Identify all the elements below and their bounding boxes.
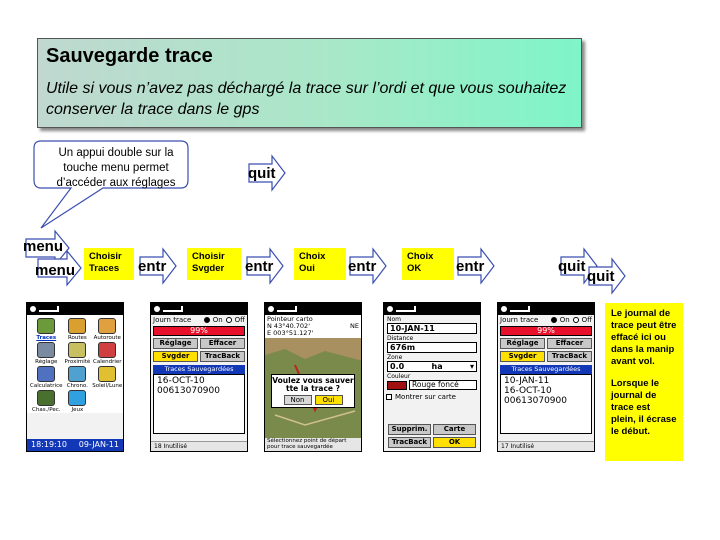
menu-item-proximity[interactable]: [65, 342, 91, 365]
no-button[interactable]: Non: [284, 395, 312, 405]
list-item[interactable]: 00613070900: [504, 396, 567, 406]
ok-button[interactable]: OK: [433, 437, 476, 448]
sun-moon-icon: [98, 366, 116, 382]
quit-arrow-top: [248, 155, 286, 191]
menu-item-settings[interactable]: [30, 342, 63, 365]
menu-item-label: Réglage: [35, 359, 58, 365]
menu-item-tracks[interactable]: [30, 318, 63, 341]
gps-screen-track-log: [150, 302, 248, 452]
color-select[interactable]: [387, 380, 477, 390]
entr-arrow-1-label: entr: [138, 258, 167, 275]
status-bar: [384, 303, 480, 315]
quit-arrow-2-label: quit: [587, 268, 615, 285]
time-date-bar: [27, 439, 123, 451]
gps-status-icon: [268, 306, 274, 312]
entr-arrow-3: [349, 248, 387, 284]
signal-icon: [396, 306, 416, 312]
step-label-traces: Choisir Traces: [84, 248, 134, 280]
save-confirm-dialog: [271, 374, 355, 408]
distance-label: Distance: [387, 335, 414, 342]
entr-arrow-3-label: entr: [348, 258, 377, 275]
gps-screen-track-log-saved: [497, 302, 595, 452]
settings-icon: [37, 342, 55, 358]
coordinate-panel: [265, 315, 361, 338]
entr-arrow-4-label: entr: [456, 258, 485, 275]
area-label: Zone: [387, 354, 403, 361]
save-button[interactable]: Svgder: [153, 351, 198, 362]
checkbox-icon[interactable]: [386, 394, 392, 400]
calculator-icon: [37, 366, 55, 382]
gps-screen-track-details: [383, 302, 481, 452]
quit-arrow-1-label: quit: [558, 258, 586, 275]
signal-icon: [277, 306, 297, 312]
step-label-oui: Choix Oui: [294, 248, 346, 280]
menu-item-games[interactable]: [65, 390, 91, 413]
gps-status-icon: [30, 306, 36, 312]
signal-icon: [39, 306, 59, 312]
menu-item-hunt-fish[interactable]: [30, 390, 63, 413]
date-text: 09-JAN-11: [78, 440, 119, 449]
track-log-header: Journ trace On Off: [153, 316, 245, 324]
menu-item-highway[interactable]: [92, 318, 122, 341]
list-item[interactable]: 00613070900: [157, 386, 220, 396]
list-item[interactable]: 16-OCT-10: [157, 376, 205, 386]
stopwatch-icon: [68, 366, 86, 382]
saved-tracks-header: Traces Sauvegardées: [153, 365, 245, 374]
list-item[interactable]: 10-JAN-11: [504, 376, 550, 386]
saved-tracks-header: Traces Sauvegardées: [500, 365, 592, 374]
gps-status-icon: [154, 306, 160, 312]
track-log-header: Journ trace On Off: [500, 316, 592, 324]
status-bar: [498, 303, 594, 315]
yes-button[interactable]: Oui: [315, 395, 343, 405]
clear-button[interactable]: Effacer: [200, 338, 245, 349]
menu-arrow-1-label: menu: [23, 238, 64, 255]
menu-item-label: Traces: [36, 335, 57, 341]
dialog-question: Voulez vous sauver tte la trace ?: [272, 376, 354, 393]
unused-count: 18 Inutilisé: [151, 441, 247, 451]
tracback-button[interactable]: TracBack: [388, 437, 431, 448]
radio-on-icon[interactable]: [551, 317, 557, 323]
tracks-icon: [37, 318, 55, 334]
menu-arrow-2-label: menu: [35, 262, 76, 279]
show-on-map-row[interactable]: [384, 392, 480, 402]
menu-item-label: Calendrier: [93, 359, 122, 365]
note-box: [605, 303, 683, 461]
menu-item-label: Autoroute: [93, 335, 121, 341]
signal-icon: [163, 306, 183, 312]
step-label-ok: Choix OK: [402, 248, 454, 280]
save-button[interactable]: Svgder: [500, 351, 545, 362]
status-bar: [265, 303, 361, 315]
clear-button[interactable]: Effacer: [547, 338, 592, 349]
slide-title: Sauvegarde trace: [46, 45, 213, 67]
unused-count: 17 Inutilisé: [498, 441, 594, 451]
entr-arrow-1: [139, 248, 177, 284]
distance-field: 676m: [387, 342, 477, 353]
list-item[interactable]: 16-OCT-10: [504, 386, 552, 396]
signal-icon: [510, 306, 530, 312]
entr-arrow-2: [246, 248, 284, 284]
games-icon: [68, 390, 86, 406]
quit-arrow-2: [588, 258, 626, 294]
tracback-button[interactable]: TracBack: [200, 351, 245, 362]
callout-text: Un appui double sur la touche menu permet d’accéder aux réglages: [56, 147, 176, 189]
delete-button[interactable]: Supprim.: [388, 424, 431, 435]
color-swatch: [387, 381, 407, 390]
app-icon-grid: [27, 315, 123, 413]
tracback-button[interactable]: TracBack: [547, 351, 592, 362]
title-box: [37, 38, 582, 128]
memory-progress-bar: 99%: [153, 326, 245, 336]
radio-on-icon[interactable]: [204, 317, 210, 323]
dropdown-arrow-icon[interactable]: ▾: [469, 362, 474, 371]
status-bar: [151, 303, 247, 315]
area-unit: ha: [431, 362, 443, 371]
memory-progress-bar: 99%: [500, 326, 592, 336]
color-label: Couleur: [387, 373, 411, 380]
menu-item-label: Calculatrice: [30, 383, 63, 389]
name-label: Nom: [387, 316, 402, 323]
show-on-map-label: Montrer sur carte: [395, 393, 456, 401]
heading: NE: [350, 322, 359, 330]
name-field[interactable]: 10-JAN-11: [387, 323, 477, 334]
gps-status-icon: [501, 306, 507, 312]
step-label-svgder: Choisir Svgder: [187, 248, 241, 280]
coord-label: Pointeur carto: [267, 315, 313, 323]
gps-screen-map-dialog: [264, 302, 362, 452]
color-name: Rouge foncé: [409, 380, 477, 390]
routes-icon: [68, 318, 86, 334]
menu-arrow-2: [37, 250, 81, 286]
highway-icon: [98, 318, 116, 334]
menu-item-stopwatch[interactable]: [65, 366, 91, 389]
menu-item-label: Chrono.: [66, 383, 89, 389]
entr-arrow-4: [457, 248, 495, 284]
map-view: [265, 315, 361, 441]
menu-callout: [33, 140, 189, 230]
menu-item-label: Jeux: [71, 407, 84, 413]
menu-item-label: Routes: [67, 335, 87, 341]
setup-button[interactable]: Réglage: [153, 338, 198, 349]
menu-item-calendar[interactable]: [92, 342, 122, 365]
area-field[interactable]: 0.0 ha ▾: [387, 361, 477, 372]
radio-off-icon[interactable]: [573, 317, 579, 323]
map-button[interactable]: Carte: [433, 424, 476, 435]
gps-status-icon: [387, 306, 393, 312]
menu-item-routes[interactable]: [65, 318, 91, 341]
calendar-icon: [98, 342, 116, 358]
hunt-fish-icon: [37, 390, 55, 406]
map-instruction: Sélectionnez point de départ pour trace sauvegardée: [265, 438, 361, 451]
menu-item-sun-moon[interactable]: [92, 366, 122, 389]
menu-item-label: Chas./Pec.: [32, 407, 61, 413]
status-bar: [27, 303, 123, 315]
saved-tracks-list: [153, 374, 245, 434]
latitude: N 43°40.702': [267, 322, 310, 330]
quit-arrow-top-label: quit: [248, 165, 276, 182]
menu-item-calculator[interactable]: [30, 366, 63, 389]
slide-subtitle: Utile si vous n’avez pas déchargé la trace sur l’ordi et que vous souhaitez conserver la trace dans le gps: [46, 80, 567, 118]
setup-button[interactable]: Réglage: [500, 338, 545, 349]
time-text: 18:19:10: [31, 440, 67, 449]
radio-off-icon[interactable]: [226, 317, 232, 323]
note-paragraph-2: Lorsque le journal de trace est plein, il écrase le début.: [611, 378, 677, 437]
proximity-icon: [68, 342, 86, 358]
entr-arrow-2-label: entr: [245, 258, 274, 275]
saved-tracks-list: [500, 374, 592, 434]
note-paragraph-1: Le journal de trace peut être effacé ici ou dans la manip avant vol.: [611, 308, 677, 367]
menu-item-label: Soleil/Lune: [92, 383, 123, 389]
gps-screen-main-menu: [26, 302, 124, 452]
longitude: E 003°51.127': [267, 329, 314, 337]
menu-item-label: Proximité: [64, 359, 91, 365]
